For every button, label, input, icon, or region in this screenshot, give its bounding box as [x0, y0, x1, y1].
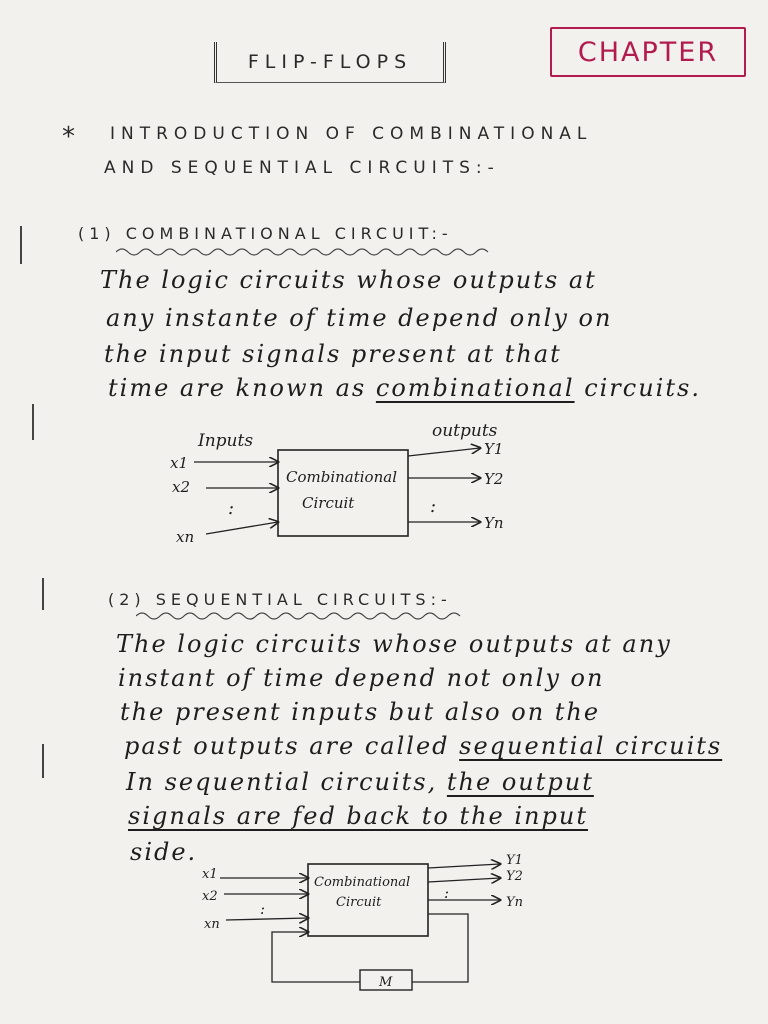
combinational-circuit-diagram	[160, 418, 540, 558]
section2-line4-pre: past outputs are called	[124, 732, 450, 760]
seq-input-x1-label: x1	[202, 867, 218, 882]
seq-output-y2-label: Y2	[506, 869, 523, 884]
seq-output-arrow-y1	[428, 864, 500, 868]
section2-heading: (2) SEQUENTIAL CIRCUITS:-	[108, 590, 452, 609]
seq-output-y1-label: Y1	[506, 853, 523, 868]
input-ellipsis: :	[228, 498, 235, 519]
memory-label: M	[379, 975, 393, 990]
seq-input-xn-label: xn	[204, 917, 220, 932]
input-xn-label: xn	[176, 528, 195, 546]
feedback-path-in	[272, 932, 360, 982]
seq-input-x2-label: x2	[202, 889, 218, 904]
chapter-box	[550, 27, 746, 77]
section2-text-line6: signals are fed back to the input	[128, 802, 588, 830]
section1-text-line4	[108, 374, 701, 402]
section2-text-line2: instant of time depend not only on	[118, 664, 605, 692]
box-label-line2: Circuit	[302, 494, 355, 512]
margin-mark	[42, 744, 44, 778]
margin-mark	[20, 226, 22, 264]
seq-box-label-line2: Circuit	[336, 895, 382, 910]
margin-mark	[32, 404, 34, 440]
sequential-circuit-diagram	[196, 848, 556, 998]
input-x2-label: x2	[172, 478, 191, 496]
outputs-label: outputs	[432, 421, 498, 441]
section2-text-line3: the present inputs but also on the	[120, 698, 601, 726]
intro-star: *	[62, 122, 81, 152]
section1-line4-pre: time are known as	[108, 374, 367, 402]
combinational-term: combinational	[375, 374, 575, 402]
page-title: FLIP-FLOPS	[247, 51, 413, 73]
section2-line5-pre: In sequential circuits,	[126, 768, 438, 796]
output-yn-label: Yn	[484, 514, 504, 532]
section2-text-line7: side.	[130, 838, 198, 866]
chapter-label: CHAPTER	[577, 36, 719, 68]
sequential-term: sequential circuits	[459, 732, 723, 760]
output-ellipsis: :	[430, 496, 437, 517]
section2-heading-wavy-underline	[136, 610, 476, 622]
inputs-label: Inputs	[198, 431, 254, 451]
seq-box-label-line1: Combinational	[314, 875, 411, 890]
seq-output-ellipsis: :	[444, 884, 450, 902]
input-arrow-xn	[206, 522, 278, 534]
feedback-path-out	[412, 914, 468, 982]
margin-mark	[42, 578, 44, 610]
output-y1-label: Y1	[484, 440, 504, 458]
intro-heading-line2: AND SEQUENTIAL CIRCUITS:-	[104, 158, 500, 178]
section1-text-line2: any instante of time depend only on	[106, 304, 613, 332]
section2-text-line1: The logic circuits whose outputs at any	[116, 630, 672, 658]
output-y2-label: Y2	[484, 470, 504, 488]
section1-text-line1: The logic circuits whose outputs at	[100, 266, 597, 294]
combinational-circuit-box	[278, 450, 408, 536]
seq-output-yn-label: Yn	[506, 895, 523, 910]
page-title-box	[214, 42, 446, 83]
box-label-line1: Combinational	[286, 468, 397, 486]
intro-heading-line1: INTRODUCTION OF COMBINATIONAL	[110, 124, 593, 144]
section1-text-line3: the input signals present at that	[104, 340, 562, 368]
the-output-term: the output	[446, 768, 594, 796]
seq-output-arrow-y2	[428, 878, 500, 882]
section2-text-line5	[126, 768, 594, 796]
seq-input-arrow-xn	[226, 918, 308, 920]
section1-heading: (1) COMBINATIONAL CIRCUIT:-	[78, 224, 453, 243]
section1-heading-wavy-underline	[116, 246, 496, 258]
seq-input-ellipsis: :	[260, 900, 266, 918]
input-x1-label: x1	[170, 454, 189, 472]
section1-line4-post: circuits.	[584, 374, 701, 402]
section2-text-line4	[124, 732, 722, 760]
output-arrow-y1	[408, 448, 480, 456]
